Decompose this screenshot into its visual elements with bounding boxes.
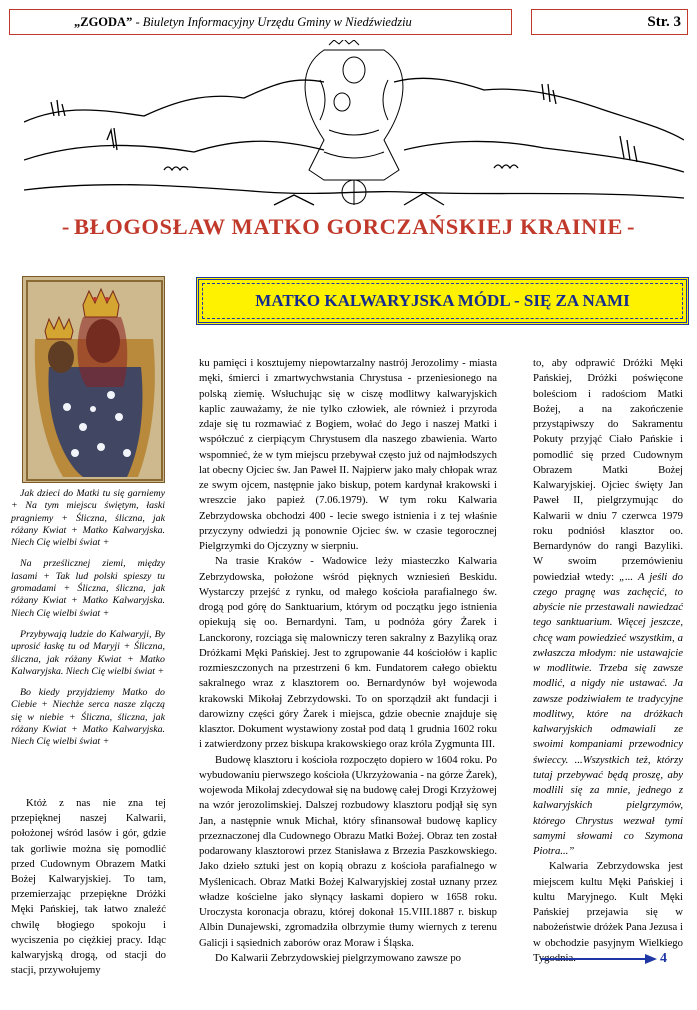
banner-title: MATKO KALWARYJSKA MÓDL - SIĘ ZA NAMI (255, 291, 630, 310)
painting-graphic (23, 277, 165, 483)
article-intro-paragraph: Któż z nas nie zna tej przepięknej naszej Kalwarii, położonej wśród lasów i gór, gdzie tak gorliwie można się pomodlić przed Cudownym Obrazem Matki Bożej Kalwaryjskiej. To tam, przemierzając przepiękne Dróżki Męki Pańskiej, tak łatwo znaleźć chwilę błogiego spokoju i wyciszenia po ciężkiej pracy. Idąc kalwaryjską drogą, od stacji do stacji, przywołujemy (11, 797, 166, 977)
title-left-dash: - (61, 214, 70, 239)
col3-text: to, aby odprawić Dróżki Męki Pańskiej, Dróżki poświęcone boleściom i radościom Matki Bożej, a na zakończenie przystąpiwszy do Sakramentu Pokuty przyjąć Ciało Pańskie i pomodlić się przed Cudownym Obrazem Matki Bożej Kalwaryjskiej. Ojciec święty Jan Paweł II, pielgrzymując do Kalwarii w dniu 7 czerwca 1979 roku podniósł klasztor oo. Bernardynów do rangi Bazyliki. W swoim przemówieniu powiedział wtedy: (533, 357, 683, 583)
article-column-2 (199, 356, 497, 966)
title-right-dash: - (627, 214, 636, 239)
poem-stanza-4: Bo kiedy przyjdziemy Matko do Ciebie + Niechże serca nasze zlączą się w niebie + Śliczna, śliczna, jak różany Kwiat + Matko Kalwaryjska. Niech Cię wielbi świat + (11, 687, 165, 748)
poem-stanza-3: Przybywają ludzie do Kalwaryji, By uprosić łaskę tu od Maryji + Śliczna, śliczna, jak różany Kwiat + Matko Kalwaryjska. Niech Cię wielbi świat + (11, 628, 165, 677)
main-title (0, 214, 697, 240)
col2-paragraph-4: Do Kalwarii Zebrzydowskiej pielgrzymowano zawsze po (215, 951, 462, 964)
poem-stanza-2: Na prześlicznej ziemi, między lasami + Tak lud polski spieszy tu gromadami + Śliczna, śliczna, jak różany Kwiat + Matko Kalwaryjska. Niech Cię wielbi świat + (11, 558, 165, 619)
main-title-text: BŁOGOSŁAW MATKO GORCZAŃSKIEJ KRAINIE (74, 214, 623, 239)
article-column-1 (11, 796, 166, 978)
article-title-banner (196, 277, 689, 325)
col3-paragraph-1 (533, 356, 683, 859)
publication-header (9, 9, 512, 35)
publication-description: - Biuletyn Informacyjny Urzędu Gminy w Niedźwiedziu (132, 15, 412, 29)
page-number-box (531, 9, 688, 35)
poem-stanza-1: Jak dzieci do Matki tu się garniemy + Na tym miejscu świętym, łaski pragniemy + Śliczna, śliczna, jak różany Kwiat + Matko Kalwaryjska. Niech Cię wielbi świat + (11, 488, 165, 549)
article-column-3 (533, 356, 683, 966)
madonna-mountains-illustration (24, 40, 684, 210)
arrow-right-icon (541, 951, 659, 967)
madonna-icon-painting (22, 276, 165, 483)
continued-page-number: 4 (660, 951, 667, 966)
col2-paragraph-2: Na trasie Kraków - Wadowice leży miasteczko Kalwaria Zebrzydowska, położone wśród pięknych wzniesień Beskidu. Wystarczy przejść z rynku, od małego kościoła parafialnego św. drogą pod górę do Sanktuarium, którym od początku jego istnienia opiekują się oo. Bernardyni. Tam, u podnóża góry Żarek i Lanckorony, rozciąga się malowniczy teren sakralny z Bazyliką oraz Dróżkami Męki Pańskiej. Jest to zgrupowanie 44 kościołów i kaplic rozmieszczonych na przestrzeni 6 km. Fundatorem całego obiektu sakralnego wraz z klasztorem oo. Bernardynów był wojewoda krakowski Mikołaj Zebrzydowski. To on sporządził akt fundacji i darowizny części góry Żarek i miejsca, gdzie obecnie znajduje się klasztor. Dokument wystawiony został pod datą 1 grudnia 1602 roku i zatwierdzony przez biskupa krakowskiego oraz króla Zygmunta III. (199, 555, 497, 751)
page-number: Str. 3 (647, 14, 681, 30)
publication-name: „ZGODA” (74, 15, 133, 29)
col2-paragraph-3: Budowę klasztoru i kościoła rozpoczęto dopiero w 1604 roku. Po wybudowaniu pierwszego kościoła (Ukrzyżowania - na górze Żarek), wojewoda Mikołaj zdecydował się na budowę całej Drogi Krzyżowej na wzór jerozolimskiej. Dalszej rozbudowy klasztoru podjął się syn Jan, a następnie wnuk Michał, który sfinansował budowę kaplicy przeznaczonej dla Cudownego Obrazu Matki Bożej. Obraz ten został podarowany klasztorowi przez Stanisława z Brzezia Paszkowskiego. Jako dzieło sztuki jest on kopią obrazu z kościoła parafialnego w Myślenicach. Obraz Matki Bożej Kalwaryjskiej został uznany przez władze kościelne jako słynący łaskami dopiero w 1658 roku. Uroczysta koronacja obrazu, której dokonał 15.VIII.1887 r. biskup Albin Dunajewski, zgromadziła olbrzymie tłumy wiernych z terenu Galicji i sąsiednich zaborów oraz Moraw i Śląska. (199, 753, 497, 949)
poem (11, 488, 165, 758)
col3-paragraph-2: Kalwaria Zebrzydowska jest miejscem kultu Męki Pańskiej i kultu Maryjnego. Kult Męki Pańskiej przejawia się w nabożeństwie dróżek Pana Jezusa i w obchodzie pasyjnym Wielkiego Tygodnia. (533, 860, 683, 964)
pope-quote: „... A jeśli do czego pragnę was zachęcić, to abyście nie przestawali nawiedzać tego sanktuarium. Więcej jeszcze, chcę wam powiedzieć wszystkim, a zwłaszcza młodym: nie ustawajcie w modlitwie. Trzeba się zawsze modlić, a nigdy nie ustawać. Ja zawsze podziwiałem te tradycyjne modlitwy, które na dróżkach kalwaryjskich odmawiali ze swoimi kompaniami przewodnicy świeccy. ...Wszystkich też, którzy tutaj przebywać będą proszę, aby modlili się za mnie, jednego z kalwaryjskich pielgrzymów, którego Chrystus wezwał tymi samymi słowami co Szymona Piotra...” (533, 570, 683, 857)
col2-paragraph-1: ku pamięci i kosztujemy niepowtarzalny nastrój Jerozolimy - miasta męki, śmierci i zmartwychwstania Chrystusa - przeniesionego na polską ziemię. Wsłuchując się w ciszę modlitwy kalwaryjskich kaplic zauważamy, że nie tylko człowiek, ale również i przyroda zdaje się tu rozmawiać z Bogiem, wołać do Jego i naszej Matki i współczuć z cierpiącym Chrystusem dla naszego zbawienia. Warto wspomnieć, że w tym miejscu przebywał często już od najmłodszych lat obecny Ojciec św. Jan Paweł II. Najpierw jako mały chłopak wraz ze swym ojcem, następnie jako biskup, potem kardynał krakowski i wreszcie jako papież (7.06.1979). W tym roku Kalwaria Zebrzydowska obchodzi 400 - lecie swego istnienia i z tej właśnie przyczyny odwiedzi ją ponownie Ojciec św. w czasie tegorocznej Pielgrzymki do Ojczyzny w sierpniu. (199, 357, 497, 552)
